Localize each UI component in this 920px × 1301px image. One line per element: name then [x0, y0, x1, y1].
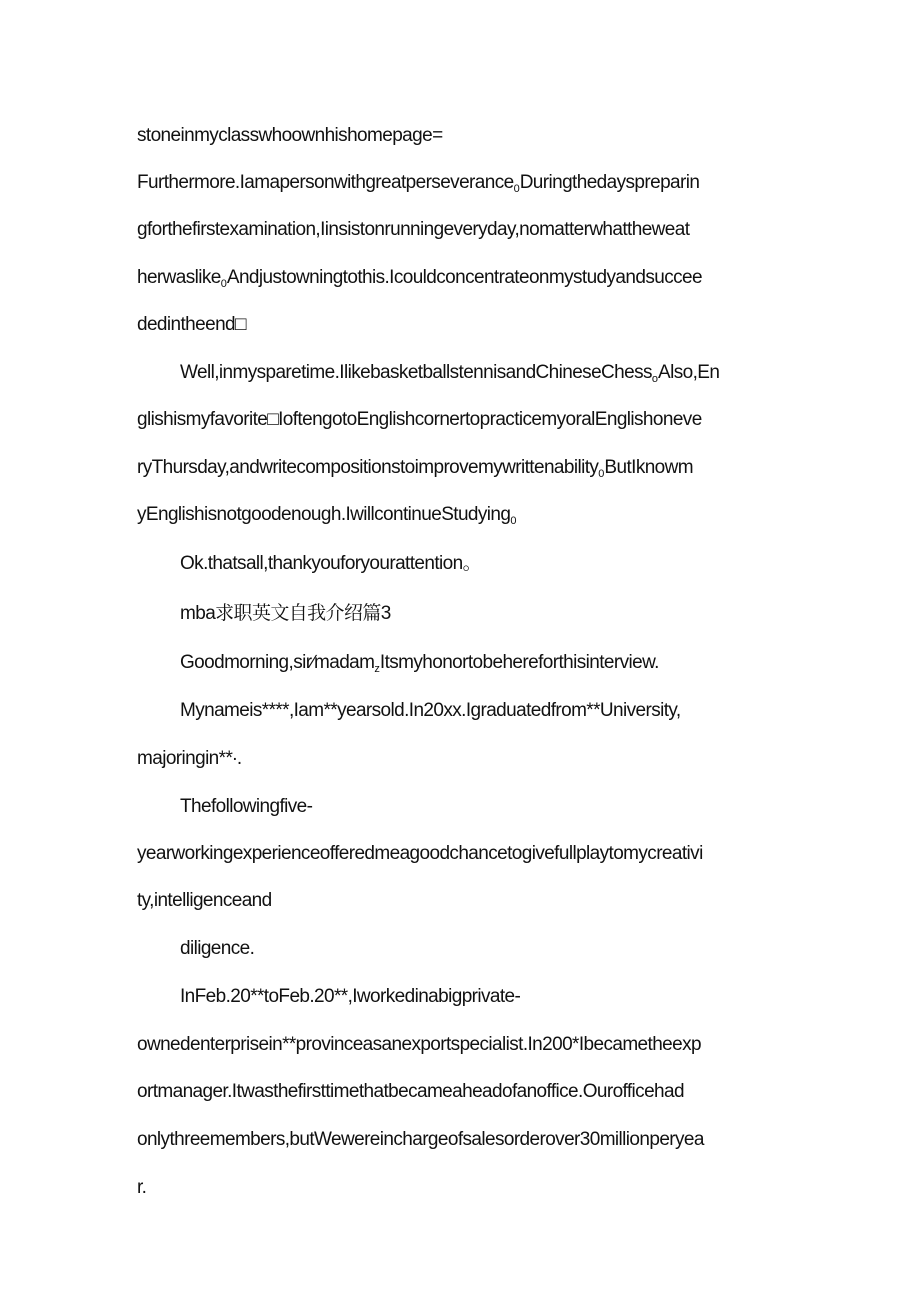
- text-line: Ok.thatsall,thankyouforyourattention。: [180, 553, 481, 574]
- text-line: herwaslike$_0$Andjustowningtothis.Icouldconcentrateonmystudyandsuccee: [137, 267, 702, 290]
- text-line: Well,inmysparetime.Ilikebasketballstennisand​ChineseChess$_o$Also,En: [180, 362, 720, 385]
- text-line: stoneinmyclasswhoownhishomepage=: [137, 125, 443, 146]
- text-line: Mynameis****,Iam**yearsold.In20xx.Igraduatedfrom**University,: [180, 700, 681, 721]
- text-line: diligence.: [180, 938, 255, 959]
- text-line: dedintheend□: [137, 314, 246, 335]
- text-line: onlythreemembers,butWewereinchargeofsalesorderover30millionperyea: [137, 1129, 704, 1150]
- text-line: gforthefirstexamination,Iinsistonrunningeveryday,nomatterwhattheweat: [137, 219, 690, 240]
- text-line: InFeb.20**toFeb.20**,Iworkedinabigprivate-: [180, 986, 521, 1007]
- text-line: majoringin**∙.: [137, 748, 242, 769]
- section-heading: mba求职英文自我介绍篇3: [180, 603, 391, 624]
- text-line: yearworkingexperienceofferedmeagoodchancetogivefullplaytomycreativi: [137, 843, 703, 864]
- text-line: Furthermore.Iamapersonwithgreatperseverance$_0$Duringthedayspreparin: [137, 172, 700, 195]
- text-line: ryThursday,andwritecompositionstoimprovemywrittenability$_0$ButIknowm: [137, 457, 694, 480]
- text-line: Thefollowingfive-: [180, 796, 313, 817]
- text-line: yEnglishisnotgoodenough.IwillcontinueStudying$_0$: [137, 504, 517, 527]
- text-line: ty,intelligenceand: [137, 890, 272, 911]
- text-line: glishismyfavorite□IoftengotoEnglishcornertopracticemyoralEnglishoneve: [137, 409, 702, 430]
- text-line: r.: [137, 1177, 147, 1198]
- text-line: ortmanager.Itwasthefirsttimethatbecameaheadofanoffice.Ourofficehad: [137, 1081, 684, 1102]
- text-line: ownedenterprisein**provinceasanexportspecialist.In200*Ibecametheexp: [137, 1034, 701, 1055]
- text-line: Goodmorning,sir∕madam$_z$Itsmyhonortobehereforthisinterview.: [180, 652, 659, 675]
